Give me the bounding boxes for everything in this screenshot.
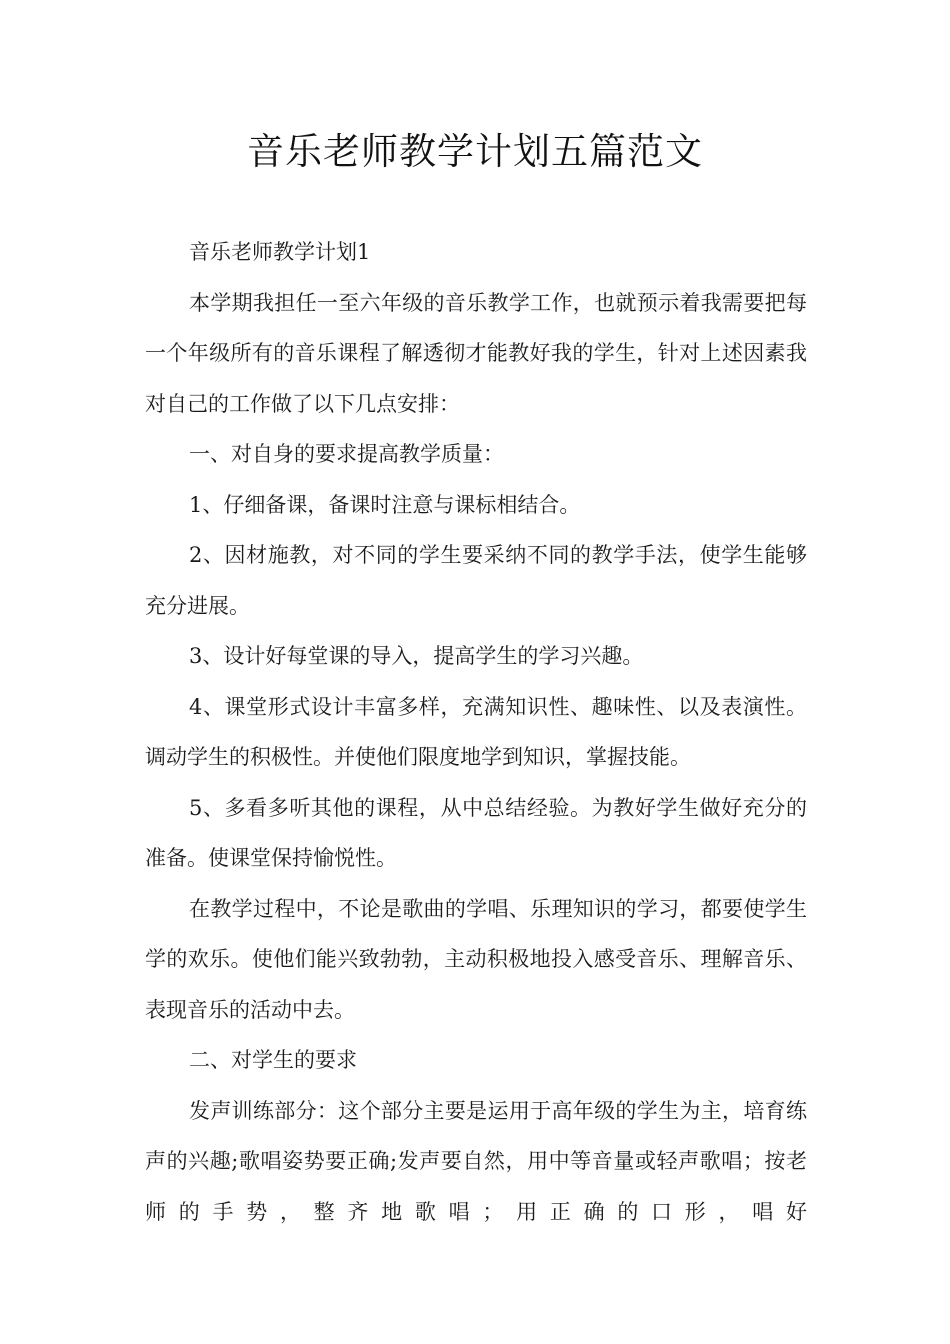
- document-body: [145, 227, 807, 1237]
- section-heading-plan-1: 音乐老师教学计划1: [189, 240, 371, 264]
- teaching-process-paragraph: 在教学过程中，不论是歌曲的学唱、乐理知识的学习，都要使学生学的欢乐。使他们能兴致勃勃，主动积极地投入感受音乐、理解音乐、表现音乐的活动中去。: [145, 896, 807, 1022]
- list-item-3: 3、设计好每堂课的导入，提高学生的学习兴趣。: [189, 644, 644, 668]
- list-item-5: 5、多看多听其他的课程，从中总结经验。为教好学生做好充分的准备。使课堂保持愉悦性。: [145, 795, 807, 870]
- section-heading-self-requirements: 一、对自身的要求提高教学质量：: [189, 442, 504, 466]
- list-item-4: 4、课堂形式设计丰富多样，充满知识性、趣味性、以及表演性。调动学生的积极性。并使他们限度地学到知识，掌握技能。: [145, 694, 807, 769]
- document-title: 音乐老师教学计划五篇范文: [247, 130, 703, 173]
- list-item-1: 1、仔细备课，备课时注意与课标相结合。: [189, 492, 581, 517]
- vocal-training-paragraph: 发声训练部分：这个部分主要是运用于高年级的学生为主，培育练声的兴趣;歌唱姿势要正确;发声要自然，用中等音量或轻声歌唱；按老师的手势，整齐地歌唱；用正确的口形，唱好: [145, 1098, 807, 1224]
- list-item-2: 2、因材施教，对不同的学生要采纳不同的教学手法，使学生能够充分进展。: [145, 543, 807, 618]
- intro-paragraph: 本学期我担任一至六年级的音乐教学工作，也就预示着我需要把每一个年级所有的音乐课程了解透彻才能教好我的学生，针对上述因素我对自己的工作做了以下几点安排：: [145, 290, 807, 416]
- section-heading-student-requirements: 二、对学生的要求: [189, 1048, 357, 1072]
